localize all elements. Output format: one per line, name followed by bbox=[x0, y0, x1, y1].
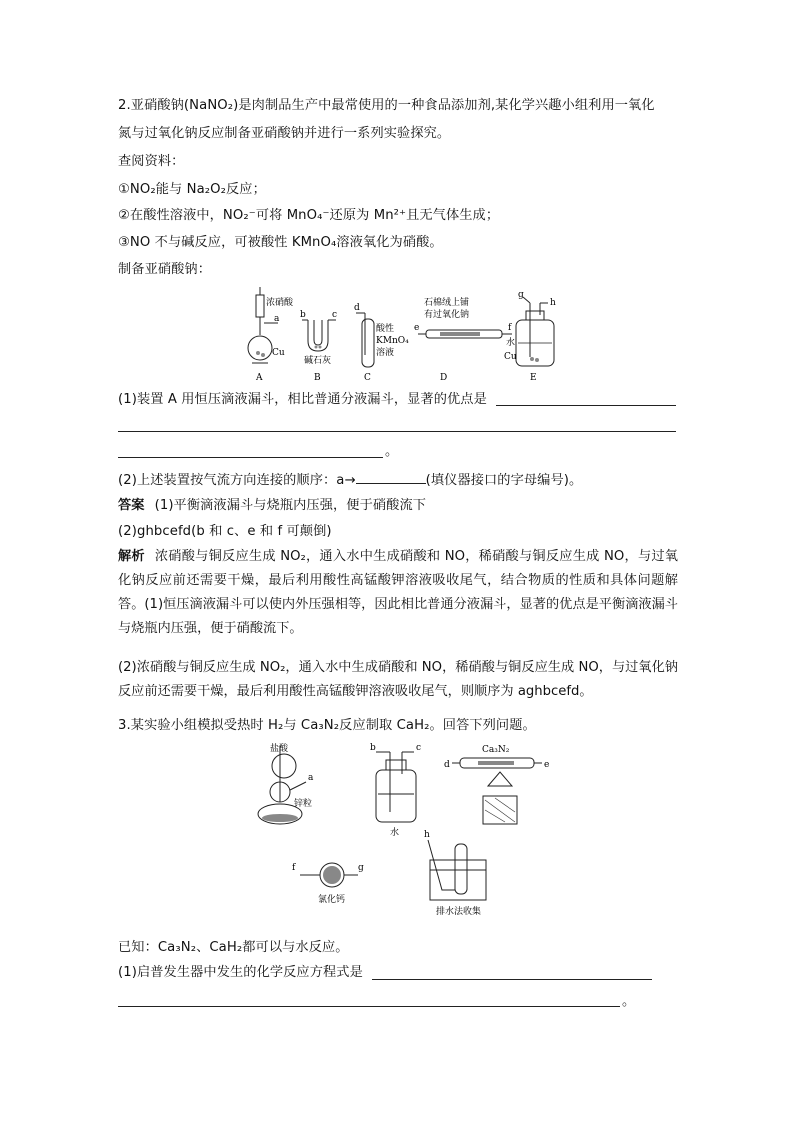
fig-e-water-label: 水 bbox=[506, 338, 516, 348]
cah2-apparatus-figure bbox=[250, 742, 550, 932]
fig-d-port-f: f bbox=[508, 323, 512, 333]
fig3-kipp-port: a bbox=[308, 773, 314, 783]
q2-part1-end: 。 bbox=[385, 444, 399, 459]
q2-fact1: ①NO₂能与 Na₂O₂反应； bbox=[118, 182, 266, 197]
fig-d-label2: 有过氧化钠 bbox=[424, 310, 470, 320]
q2-intro-line2: 氮与过氧化钠反应制备亚硝酸钠并进行一系列实验探究。 bbox=[118, 126, 451, 141]
q2-part1-blank-3[interactable] bbox=[118, 457, 383, 458]
fig3-bottle-label: 水 bbox=[390, 828, 400, 838]
fig-a-acid-label: 浓硝酸 bbox=[266, 298, 294, 308]
q2-answer-line1 bbox=[118, 496, 426, 516]
q2-analysis-paragraph1 bbox=[118, 545, 678, 641]
fig-a-cu-label: Cu bbox=[272, 348, 285, 358]
fig-e-letter: E bbox=[530, 373, 537, 383]
nano2-apparatus-figure bbox=[230, 285, 570, 385]
fig-d-label1: 石棉绒上铺 bbox=[424, 298, 470, 308]
fig-c-letter: C bbox=[364, 373, 371, 383]
q3-intro: 3.某实验小组模拟受热时 H₂与 Ca₃N₂反应制取 CaH₂。回答下列问题。 bbox=[118, 718, 536, 733]
analysis-label: 解析 bbox=[118, 549, 145, 564]
q3-part1-blank-1[interactable] bbox=[372, 979, 652, 980]
q2-part1-blank-2[interactable] bbox=[118, 431, 676, 432]
q2-fact2: ②在酸性溶液中，NO₂⁻可将 MnO₄⁻还原为 Mn²⁺且无气体生成； bbox=[118, 208, 500, 223]
fig-c-label3: 溶液 bbox=[376, 348, 395, 358]
fig3-kipp-acid-label: 盐酸 bbox=[270, 744, 289, 754]
fig-d-port-e: e bbox=[414, 323, 420, 333]
q2-answer-2: (2)ghbcefd(b 和 c、e 和 f 可颠倒) bbox=[118, 524, 332, 539]
fig3-dryer-label: 氯化钙 bbox=[318, 895, 346, 905]
q2-intro-line1: 2.亚硝酸钠(NaNO₂)是肉制品生产中最常使用的一种食品添加剂,某化学兴趣小组利用一氧化 bbox=[118, 98, 655, 113]
q2-prep-heading: 制备亚硝酸钠： bbox=[118, 262, 212, 277]
fig-a-port: a bbox=[274, 314, 280, 324]
analysis-text-1: 浓硝酸与铜反应生成 NO₂，通入水中生成硝酸和 NO，稀硝酸与铜反应生成 NO，与过氧化钠反应前还需要干燥，最后利用酸性高锰酸钾溶液吸收尾气，结合物质的性质和具体问题解答。(1)恒压滴液漏斗可以使内外压强相等，因此相比普通分液漏斗，显著的优点是平衡滴液漏斗与烧瓶内压强，便于硝酸流下。 bbox=[118, 549, 678, 636]
fig3-tube-label: Ca₃N₂ bbox=[482, 745, 510, 755]
q2-part1-blank-1[interactable] bbox=[496, 405, 676, 406]
q2-part2-blank[interactable] bbox=[356, 469, 426, 484]
fig-c-port: d bbox=[354, 303, 360, 313]
fig3-tube-port-e: e bbox=[544, 760, 550, 770]
fig-d-letter: D bbox=[440, 373, 448, 383]
fig-b-label: 碱石灰 bbox=[304, 356, 332, 366]
fig3-collect-label: 排水法收集 bbox=[436, 907, 482, 917]
fig3-bottle-port-b: b bbox=[370, 743, 376, 753]
q2-part2 bbox=[118, 469, 582, 491]
fig-c-label2: KMnO₄ bbox=[376, 336, 409, 346]
fig3-dryer-port-f: f bbox=[292, 863, 296, 873]
fig-e-cu-label: Cu bbox=[504, 352, 517, 362]
fig3-dryer-port-g: g bbox=[358, 863, 364, 873]
answer-label: 答案 bbox=[118, 498, 145, 513]
fig-e-port-g: g bbox=[518, 290, 524, 300]
fig-a-letter: A bbox=[256, 373, 263, 383]
fig-c-label1: 酸性 bbox=[376, 324, 395, 334]
q2-analysis-paragraph2: (2)浓硝酸与铜反应生成 NO₂，通入水中生成硝酸和 NO，稀硝酸与铜反应生成 NO，与过氧化钠反应前还需要干燥，最后利用酸性高锰酸钾溶液吸收尾气，则顺序为 aghbcefd。 bbox=[118, 660, 678, 699]
q2-part2-suffix: (填仪器接口的字母编号)。 bbox=[425, 473, 583, 488]
q2-part1 bbox=[118, 390, 487, 410]
q3-part1 bbox=[118, 963, 363, 983]
fig-b-letter: B bbox=[314, 373, 321, 383]
q3-part1-text: (1)启普发生器中发生的化学反应方程式是 bbox=[118, 965, 363, 980]
fig-b-port-b: b bbox=[300, 310, 306, 320]
q3-part1-blank-2[interactable] bbox=[118, 1006, 620, 1007]
fig3-kipp-zn-label: 锌粒 bbox=[294, 799, 313, 809]
q2-fact3: ③NO 不与碱反应，可被酸性 KMnO₄溶液氧化为硝酸。 bbox=[118, 235, 443, 250]
q2-part2-prefix: (2)上述装置按气流方向连接的顺序：a→ bbox=[118, 473, 356, 488]
q2-data-heading: 查阅资料： bbox=[118, 154, 185, 169]
answer-1: (1)平衡滴液漏斗与烧瓶内压强，便于硝酸流下 bbox=[154, 498, 427, 513]
fig3-tube-port-d: d bbox=[444, 760, 450, 770]
fig3-bottle-port-c: c bbox=[416, 743, 422, 753]
q3-known: 已知：Ca₃N₂、CaH₂都可以与水反应。 bbox=[118, 940, 349, 955]
fig-e-port-h: h bbox=[550, 298, 556, 308]
fig3-collect-port-h: h bbox=[424, 830, 430, 840]
fig-b-port-c: c bbox=[332, 310, 338, 320]
q3-part1-end: 。 bbox=[622, 994, 636, 1009]
q2-part1-text: (1)装置 A 用恒压滴液漏斗，相比普通分液漏斗，显著的优点是 bbox=[118, 392, 487, 407]
